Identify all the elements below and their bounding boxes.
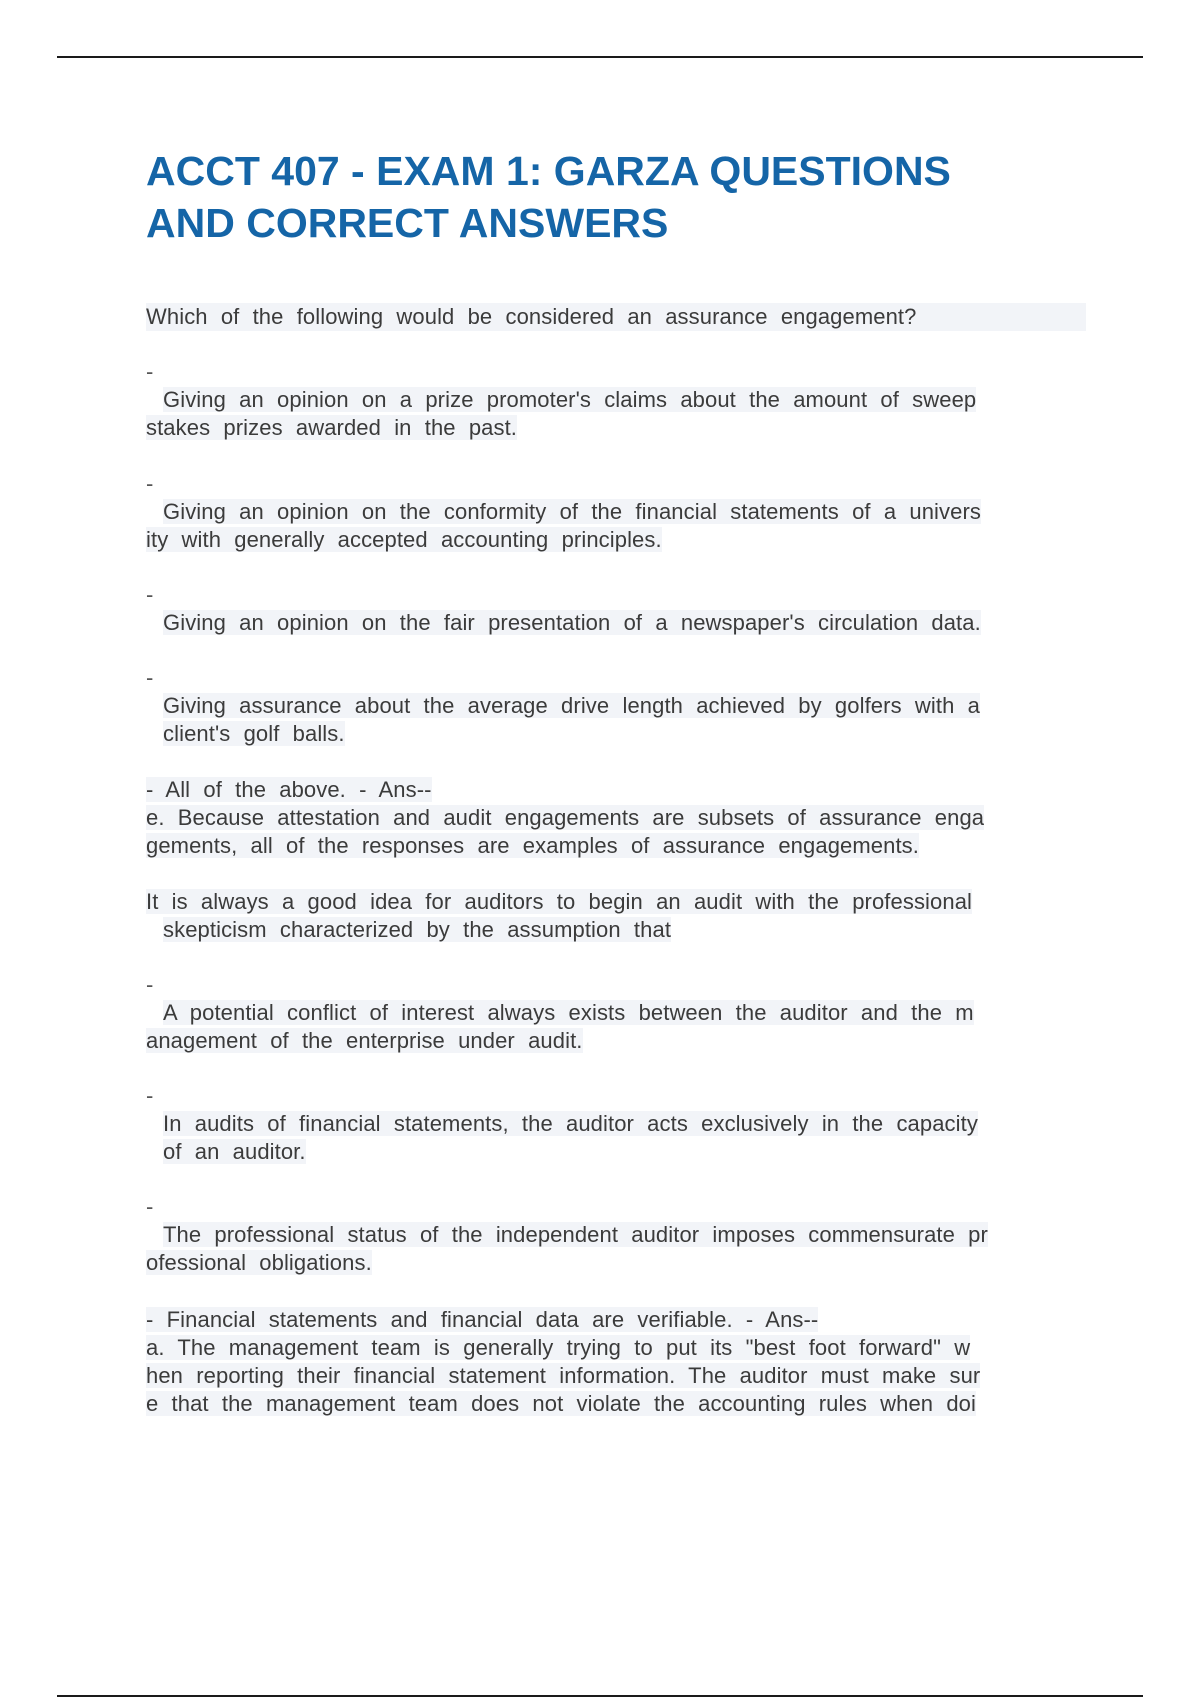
q1-option-3 <box>146 581 1086 637</box>
q2-option-3 <box>146 1193 1086 1277</box>
option-text-line-1: A potential conflict of interest always exists between the auditor and the m <box>163 1000 974 1025</box>
explanation-line-1: a. The management team is generally trying to put its "best foot forward" w <box>146 1335 971 1360</box>
question-1 <box>146 303 1086 331</box>
option-text-line-1: Giving an opinion on a prize promoter's claims about the amount of sweep <box>163 387 977 412</box>
question-text-line-2: skepticism characterized by the assumption that <box>163 917 672 942</box>
option-text-line-2: stakes prizes awarded in the past. <box>146 415 518 440</box>
option-dash: - <box>146 471 154 496</box>
option-dash: - <box>146 582 154 607</box>
answer-line: - All of the above. - Ans-- <box>146 777 432 802</box>
option-text-line-2: of an auditor. <box>163 1139 306 1164</box>
top-rule <box>57 56 1143 58</box>
option-text-line-1: In audits of financial statements, the auditor acts exclusively in the capacity <box>163 1111 978 1136</box>
question-text: Which of the following would be considered an assurance engagement? <box>146 303 1086 331</box>
q1-option-4 <box>146 664 1086 748</box>
option-text-line-2: anagement of the enterprise under audit. <box>146 1028 583 1053</box>
explanation-line-3: e that the management team does not violate the accounting rules when doi <box>146 1391 976 1416</box>
title-line-2: AND CORRECT ANSWERS <box>146 200 669 246</box>
bottom-rule <box>57 1695 1143 1697</box>
option-dash: - <box>146 1083 154 1108</box>
option-text-line-1: Giving an opinion on the conformity of the financial statements of a univers <box>163 499 982 524</box>
q1-option-2 <box>146 470 1086 554</box>
q2-option-2 <box>146 1082 1086 1166</box>
answer-line: - Financial statements and financial data are verifiable. - Ans-- <box>146 1307 819 1332</box>
question-text-line-1: It is always a good idea for auditors to begin an audit with the professional <box>146 889 973 914</box>
option-text-line-2: client's golf balls. <box>163 721 345 746</box>
explanation-line-1: e. Because attestation and audit engagements are subsets of assurance enga <box>146 805 985 830</box>
explanation-line-2: hen reporting their financial statement information. The auditor must make sur <box>146 1363 981 1388</box>
option-dash: - <box>146 359 154 384</box>
option-text-line-2: ofessional obligations. <box>146 1250 372 1275</box>
q2-option-1 <box>146 971 1086 1055</box>
option-dash: - <box>146 665 154 690</box>
option-dash: - <box>146 1194 154 1219</box>
option-text-line-1: Giving an opinion on the fair presentation of a newspaper's circulation data. <box>163 610 981 635</box>
option-text-line-1: The professional status of the independent auditor imposes commensurate pr <box>163 1222 988 1247</box>
explanation-line-2: gements, all of the responses are examples of assurance engagements. <box>146 833 919 858</box>
option-dash: - <box>146 972 154 997</box>
document-title <box>146 145 1086 249</box>
q1-option-1 <box>146 358 1086 442</box>
title-line-1: ACCT 407 - EXAM 1: GARZA QUESTIONS <box>146 148 951 194</box>
q1-answer <box>146 776 1086 860</box>
q2-answer <box>146 1306 1086 1418</box>
option-text-line-2: ity with generally accepted accounting principles. <box>146 527 662 552</box>
question-2 <box>146 888 1086 944</box>
option-text-line-1: Giving assurance about the average drive length achieved by golfers with a <box>163 693 980 718</box>
